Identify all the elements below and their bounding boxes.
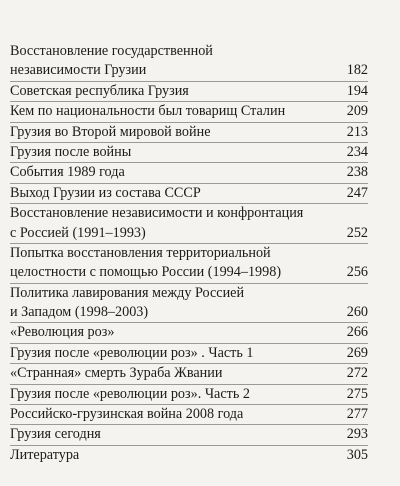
toc-page-number: 269 [346, 344, 368, 361]
toc-entry [10, 323, 368, 343]
toc-page-number: 266 [346, 324, 368, 341]
toc-entry-title: Российско-грузинская война 2008 года [10, 406, 244, 423]
toc-entry-line [10, 385, 368, 405]
toc-entry-title: независимости Грузии [10, 62, 147, 79]
toc-entry-title: «Странная» смерть Зураба Жвании [10, 365, 223, 382]
toc-entry-line [10, 446, 368, 465]
toc-entry [10, 123, 368, 143]
toc-page-number: 213 [346, 123, 368, 140]
toc-page-number: 182 [346, 62, 368, 79]
toc-entry-line [10, 82, 368, 102]
toc-entry [10, 244, 368, 284]
toc-page-number: 252 [346, 224, 368, 241]
toc-entry-title: с Россией (1991–1993) [10, 224, 146, 241]
toc-entry-line [10, 323, 368, 343]
toc-entry-title: целостности с помощью России (1994–1998) [10, 264, 282, 281]
toc-entry [10, 184, 368, 204]
toc-entry-line [10, 405, 368, 425]
toc-entry-line [10, 303, 368, 323]
toc-entry-title: Грузия сегодня [10, 426, 101, 443]
toc-entry [10, 42, 368, 82]
toc-page-number: 275 [346, 385, 368, 402]
toc-entry-line [10, 284, 368, 303]
toc-entry-line [10, 102, 368, 122]
toc-entry-title: Советская республика Грузия [10, 82, 189, 99]
toc-entry-title: Восстановление независимости и конфронтация [10, 205, 304, 222]
toc-entry-line [10, 224, 368, 244]
toc-entry-title: Грузия после войны [10, 143, 132, 160]
toc-page-number: 194 [346, 82, 368, 99]
toc-entry-title: Политика лавирования между Россией [10, 284, 245, 301]
toc-page-number: 305 [346, 446, 368, 463]
toc-entry-line [10, 204, 368, 223]
toc-entry-title: Грузия во Второй мировой войне [10, 123, 211, 140]
toc-entry [10, 284, 368, 324]
toc-entry [10, 163, 368, 183]
table-of-contents [10, 42, 368, 465]
toc-entry-title: Грузия после «революции роз» . Часть 1 [10, 344, 254, 361]
toc-page-number: 293 [346, 426, 368, 443]
toc-entry-line [10, 123, 368, 143]
toc-entry-line [10, 61, 368, 81]
toc-entry [10, 425, 368, 445]
toc-entry-title: Литература [10, 446, 80, 463]
toc-entry-line [10, 263, 368, 283]
toc-entry [10, 405, 368, 425]
toc-entry-title: Выход Грузии из состава СССР [10, 184, 201, 201]
toc-entry-line [10, 143, 368, 163]
toc-page-number: 238 [346, 164, 368, 181]
toc-entry [10, 364, 368, 384]
toc-entry-title: «Революция роз» [10, 324, 115, 341]
toc-page-number: 256 [346, 264, 368, 281]
toc-page-number: 277 [346, 406, 368, 423]
toc-entry-title: Попытка восстановления территориальной [10, 244, 271, 261]
toc-page-number: 247 [346, 184, 368, 201]
toc-entry [10, 344, 368, 364]
toc-entry-line [10, 42, 368, 61]
toc-entry-line [10, 244, 368, 263]
toc-page-number: 234 [346, 143, 368, 160]
toc-entry [10, 143, 368, 163]
toc-page-number: 260 [346, 304, 368, 321]
toc-page-number: 209 [346, 103, 368, 120]
toc-entry [10, 204, 368, 244]
toc-entry-line [10, 364, 368, 384]
toc-entry [10, 385, 368, 405]
toc-entry-line [10, 163, 368, 183]
toc-entry-title: Кем по национальности был товарищ Сталин [10, 103, 286, 120]
toc-entry-line [10, 425, 368, 445]
toc-entry-line [10, 184, 368, 204]
toc-page-number: 272 [346, 365, 368, 382]
toc-entry-title: События 1989 года [10, 164, 125, 181]
toc-entry [10, 446, 368, 465]
toc-entry [10, 102, 368, 122]
toc-entry [10, 82, 368, 102]
toc-entry-title: Восстановление государственной [10, 43, 213, 59]
toc-entry-title: и Западом (1998–2003) [10, 304, 149, 321]
toc-entry-title: Грузия после «революции роз». Часть 2 [10, 385, 250, 402]
toc-entry-line [10, 344, 368, 364]
